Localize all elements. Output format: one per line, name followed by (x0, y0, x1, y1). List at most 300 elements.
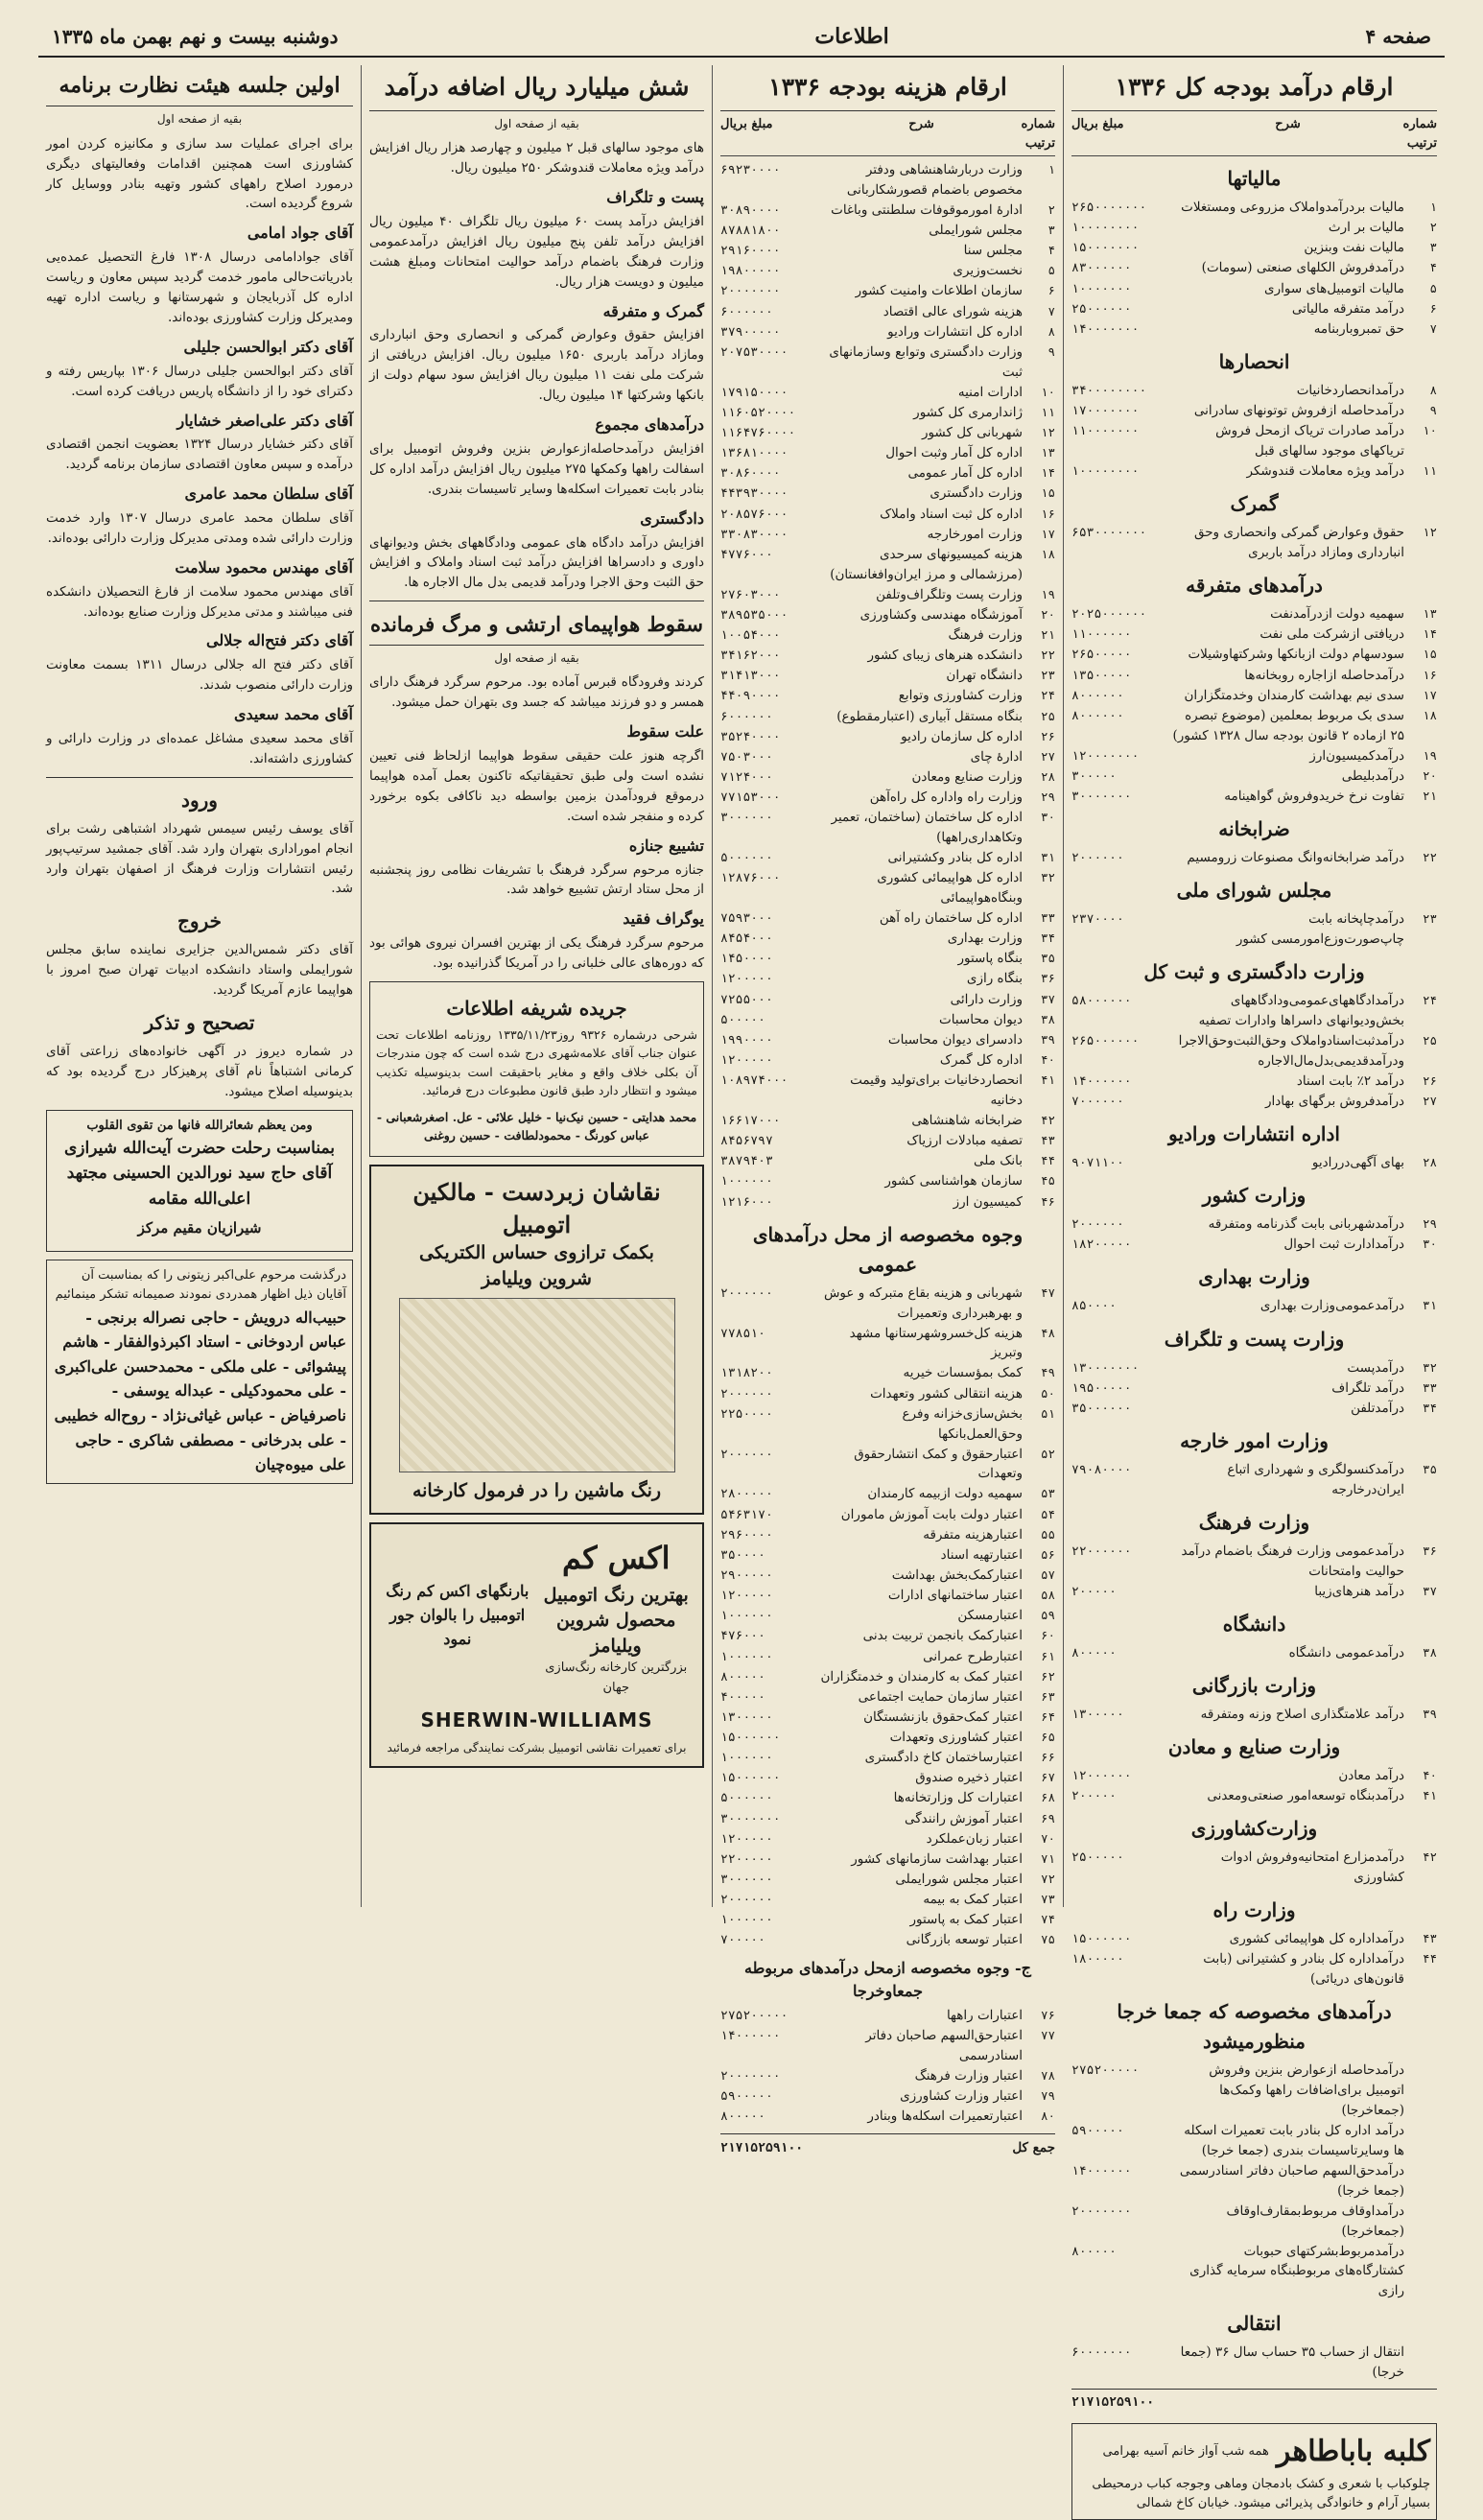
expense-special-row (720, 1324, 1055, 1364)
article-paragraph: افزایش درآمدحاصله‌ازعوارض بنزین وفروش اتومبیل برای اسفالت راهها وکمکها ۲۷۵ میلیون ریال افزایش درآمد اداره کل بنادر بابت تعمیرات اسکله‌ها وسایر تاسیسات بندری. (369, 440, 704, 497)
revenue-row-desc: درآمدادگاههای‌عمومی‌ودادگاههای بخش‌ودیوانهای داسراها وادارات تصفیه (1198, 993, 1404, 1028)
revenue-row (1071, 461, 1437, 482)
expense-revenue-special-row-number: ۷۶ (1040, 2008, 1055, 2023)
revenue-row (1071, 2343, 1437, 2383)
revenue-row-amount: ۱۴۰۰۰۰۰۰ (1071, 2163, 1132, 2179)
expense-special-row-number: ۵۸ (1040, 1588, 1055, 1603)
expense-special-row-amount: ۲۹۶۰۰۰۰ (720, 1527, 773, 1543)
expense-special-row-number: ۷۵ (1040, 1932, 1055, 1947)
revenue-group-title: وزارت امور خارجه (1180, 1429, 1329, 1453)
expense-special-row-amount: ۵۴۶۳۱۷۰ (720, 1507, 773, 1522)
expense-revenue-special-row-amount: ۵۹۰۰۰۰۰ (720, 2089, 773, 2105)
article-paragraph: افزایش حقوق وعوارض گمرکی و انحصاری وحق انبارداری ومازاد درآمد باربری ۱۶۵۰ میلیون ریال. افزایش دریافتی از شرکت ملی نفت ۱۱ میلیون ریال افزایش سود سهام دولت از بانکها وشرکتها ۱۴ میلیون ریال. (369, 327, 704, 404)
expense-row-amount: ۱۰۸۹۷۴۰۰۰ (720, 1073, 789, 1089)
expense-row-number: ۴۱ (1040, 1072, 1055, 1088)
revenue-row (1071, 746, 1437, 766)
revenue-row-desc: سدی نیم بهداشت کارمندان وخدمتگزاران (1184, 687, 1404, 703)
expense-row-desc: وزارت دربارشاهنشاهی ودفتر مخصوص باضمام قصورشکاربانی (846, 162, 1023, 198)
revenue-row-amount: ۱۴۰۰۰۰۰۰۰ (1071, 321, 1140, 337)
revenue-row (1071, 238, 1437, 258)
ad1-line2: شروین ویلیامز (482, 1268, 592, 1290)
expense-row (720, 545, 1055, 585)
revenue-row-desc: دریافتی ازشرکت ملی نفت (1259, 626, 1404, 643)
expense-row-amount: ۱۲۰۰۰۰۰ (720, 972, 773, 987)
article-paragraph: افزایش درآمد دادگاه های عمومی ودادگاههای بخش ودیوانهای داوری و دادسراها افزایش درآمد ثبت اسناد واملاک و افزایش حق الثبت وحق الاجرا ودرآمد قدیمی بدل مال الاجاره ها. (369, 534, 704, 591)
expense-row-amount: ۱۳۶۸۱۰۰۰۰ (720, 446, 789, 461)
revenue-row-amount: ۱۱۰۰۰۰۰۰۰ (1071, 424, 1140, 439)
revenue-row (1071, 604, 1437, 624)
expense-special-row-number: ۶۲ (1040, 1668, 1055, 1684)
expense-row-number: ۳۹ (1040, 1031, 1055, 1047)
revenue-group-title: گمرک (1230, 492, 1279, 516)
revenue-row-desc: مالیات اتومبیل‌های سواری (1264, 280, 1404, 296)
revenue-row (1071, 1643, 1437, 1663)
expense-row-amount: ۳۷۹۰۰۰۰۰ (720, 324, 781, 340)
expense-special-row (720, 1647, 1055, 1667)
expense-special-row-desc: اعتبارکمک بانجمن تربیت بدنی (862, 1628, 1023, 1644)
expense-special-row-amount: ۳۵۰۰۰۰ (720, 1547, 765, 1563)
notice-body: شرحی درشماره ۹۳۲۶ روز۱۳۳۵/۱۱/۲۳ روزنامه اطلاعات تحت عنوان جناب آقای علامه‌شهری درج شده است که چون مندرجات آن بکلی خلاف واقع و مغایر باحقیقت است بدینوسیله تکذیب میشود و انتظار دارد طبق قانون مطبوعات درج فرمائید. (376, 1027, 697, 1098)
expense-row-desc: هزینه کمیسیونهای سرحدی (مرزشمالی و مرز ایران‌وافغانستان) (830, 546, 1023, 582)
expense-row-desc: اداره کل گمرک (939, 1052, 1023, 1069)
expense-row-number: ۸ (1048, 323, 1055, 339)
expense-special-row-amount: ۱۰۰۰۰۰۰ (720, 1751, 773, 1766)
revenue-group-title: وزارت دادگستری و ثبت کل (1143, 960, 1365, 984)
revenue-group-title: درآمدهای متفرقه (1186, 574, 1323, 598)
expense-special-row (720, 1566, 1055, 1586)
revenue-row-number: ۳۹ (1422, 1707, 1437, 1721)
expense-special-row-amount: ۴۷۶۰۰۰ (720, 1629, 765, 1644)
revenue-row-amount: ۱۷۰۰۰۰۰۰۰ (1071, 404, 1140, 419)
revenue-row-amount: ۸۳۰۰۰۰۰۰ (1071, 261, 1132, 276)
revenue-row (1071, 299, 1437, 319)
revenue-row-amount: ۲۰۰۰۰۰ (1071, 1584, 1117, 1599)
expense-row-number: ۲۰ (1040, 606, 1055, 622)
revenue-row-amount: ۸۰۰۰۰۰۰ (1071, 688, 1124, 703)
expense-row-desc: ادارات امنیه (957, 384, 1023, 400)
expense-special-row-number: ۶۶ (1040, 1750, 1055, 1765)
expense-row (720, 342, 1055, 383)
revenue-row-desc: درآمدپست (1347, 1359, 1404, 1376)
expense-special-row (720, 1910, 1055, 1930)
revenue-row-desc: درآمدحاصله ازعوارض بنزین وفروش اتومبیل برای‌اضافات راهها وکمک‌ها (جمعاخرجا) (1209, 2062, 1404, 2119)
kebab-ad-text: چلوکباب با شعری و کشک بادمجان وماهی وجوجه کباب درمحیطی بسیار آرام و خانوادگی پذیرائی میشود. خیابان کاخ شمالی (1092, 2476, 1430, 2510)
revenue-row-desc: درآمداوقاف مربوط‌بمقارف‌اوقاف (جمعاخرجا) (1226, 2202, 1404, 2239)
expense-row-desc: کمیسیون ارز (953, 1193, 1023, 1210)
article-continuation: بقیه از صفحه اول (156, 112, 243, 127)
revenue-row-desc: درآمدمزارع امتحانیه‌وفروش ادوات کشاورزی (1220, 1849, 1404, 1886)
expense-row (720, 949, 1055, 969)
expense-row-amount: ۷۵۰۳۰۰۰ (720, 749, 773, 765)
news-column-revenue (361, 65, 712, 1907)
revenue-row-number: ۳۳ (1422, 1379, 1437, 1395)
revenue-row-desc: درآمدحق‌السهم صاحبان دفاتر اسنادرسمی (جمعا خرجا) (1179, 2162, 1404, 2199)
expense-row (720, 1111, 1055, 1131)
revenue-group-title: وزارت‌کشاورزی (1190, 1817, 1318, 1841)
revenue-row (1071, 1214, 1437, 1235)
expense-row-desc: دانشکده هنرهای زیبای کشور (867, 648, 1023, 664)
expense-row-desc: انحصاردخانیات‌ برای‌تولید وقیمت دخانیه (850, 1072, 1023, 1109)
exit-body: آقای دکتر شمس‌الدین جزایری نماینده سابق مجلس شورایملی واستاد دانشکده ادبیات تهران صبح امروز با هواپیما عازم آمریکا گردید. (46, 942, 353, 999)
revenue-row-number: ۲۸ (1422, 1155, 1437, 1170)
revenue-row-amount: ۱۲۰۰۰۰۰۰ (1071, 1769, 1132, 1784)
expense-row-desc: بنگاه رازی (966, 971, 1023, 987)
revenue-row (1071, 2061, 1437, 2121)
expense-row-number: ۳۱ (1040, 850, 1055, 865)
revenue-group-title: وزارت پست و تلگراف (1164, 1327, 1345, 1351)
expense-row-desc: ادارهٔ امورموقوفات سلطنتی وباغات (831, 201, 1023, 218)
revenue-row (1071, 909, 1437, 950)
revenue-row-number: ۱۵ (1422, 647, 1437, 662)
expense-row-amount: ۱۹۸۰۰۰۰۰ (720, 264, 781, 279)
expense-row (720, 525, 1055, 545)
expense-row-desc: اداره کل ساختمان (ساختمان‌، تعمیر وتکاهداری‌راهها) (831, 810, 1023, 846)
revenue-row-desc: درآمدچاپخانه بابت چاپ‌صورت‌وزع‌امورمسی کشور (1236, 911, 1404, 948)
ad1-title: نقاشان زبردست - مالکین اتومبیل (412, 1178, 661, 1238)
expense-row (720, 808, 1055, 848)
expense-row (720, 747, 1055, 767)
expense-row-number: ۳۵ (1040, 951, 1055, 966)
revenue-row (1071, 1582, 1437, 1602)
expense-special-row-desc: اعتبار زبان‌عملکرد (926, 1830, 1023, 1847)
revenue-list (1071, 164, 1437, 2383)
revenue-row-amount: ۱۸۲۰۰۰۰۰ (1071, 1237, 1132, 1253)
revenue-row-number: ۳۲ (1422, 1359, 1437, 1375)
expense-special-row-number: ۶۴ (1040, 1708, 1055, 1724)
revenue-row-number: ۳۵ (1422, 1462, 1437, 1477)
revenue-row (1071, 401, 1437, 421)
expense-special-row-desc: اعتبارکمک‌بخش بهداشت (891, 1566, 1023, 1583)
revenue-row-amount: ۳۰۰۰۰۰۰۰ (1071, 789, 1132, 804)
expense-row-number: ۳۴ (1040, 930, 1055, 946)
expense-row (720, 969, 1055, 989)
expense-row-desc: تصفیه مبادلات ارزیاک (906, 1133, 1023, 1149)
expense-special-row-number: ۵۴ (1040, 1506, 1055, 1521)
revenue-row-amount: ۱۸۰۰۰۰۰ (1071, 1952, 1124, 1967)
revenue-row-amount: ۱۰۰۰۰۰۰۰۰ (1071, 464, 1140, 480)
article-subhead: گمرک و متفرقه (602, 301, 704, 320)
expense-row-desc: اداره کل ثبت اسناد واملاک (880, 506, 1023, 522)
expense-special-row-amount: ۲۰۰۰۰۰۰ (720, 1893, 773, 1908)
expense-revenue-special-row-desc: اعتبار وزارت کشاورزی (900, 2088, 1023, 2105)
expense-special-row (720, 1870, 1055, 1890)
ad2-line: محصول شروین ویلیامز (556, 1610, 676, 1657)
expense-row (720, 767, 1055, 788)
expense-special-row-number: ۶۱ (1040, 1648, 1055, 1663)
revenue-row (1071, 686, 1437, 706)
expense-special-row-desc: اعتبارحقوق و کمک انتشارحقوق وتعهدات (854, 1446, 1023, 1482)
paper-name: اطلاعات (814, 24, 889, 49)
expense-special-row-desc: اعتبار سازمان حمایت اجتماعی (858, 1688, 1023, 1705)
expense-row-amount: ۵۰۰۰۰۰ (720, 1012, 765, 1027)
expense-row (720, 423, 1055, 443)
expense-row-desc: وزارت دارائی (950, 991, 1023, 1007)
expense-special-row-amount: ۱۲۰۰۰۰۰ (720, 1589, 773, 1604)
expense-special-row-amount: ۲۹۰۰۰۰۰ (720, 1567, 773, 1583)
expense-revenue-special-title: ج- وجوه مخصوصه ازمحل درآمدهای مربوطه جمعاوخرجا (743, 1958, 1031, 2001)
revenue-row-amount: ۳۰۰۰۰۰ (1071, 768, 1117, 784)
expense-revenue-special-row-desc: اعتبارحق‌السهم صاحبان دفاتر اسنادرسمی (865, 2028, 1023, 2064)
expense-row-desc: بنگاه پاستور (957, 951, 1023, 967)
expense-row-number: ۷ (1048, 303, 1055, 318)
revenue-row-desc: سودسهام دولت ازبانکها وشرکتهاوشیلات (1188, 647, 1404, 663)
revenue-row (1071, 1542, 1437, 1582)
expense-row (720, 707, 1055, 727)
article-subhead: درآمدهای مجموع (595, 415, 704, 435)
ad2-note: بزرگترین کارخانه رنگ‌سازی جهان (545, 1660, 688, 1695)
revenue-row (1071, 1358, 1437, 1378)
revenue-row (1071, 1929, 1437, 1949)
expense-row (720, 625, 1055, 646)
revenue-row-amount: ۱۵۰۰۰۰۰۰۰ (1071, 241, 1140, 256)
expense-row-number: ۲۳ (1040, 668, 1055, 683)
article-revenue-headline: شش میلیارد ریال اضافه درآمد (369, 69, 704, 111)
revenue-group-title: وزارت بهداری (1198, 1265, 1310, 1289)
expense-row-number: ۲۵ (1040, 708, 1055, 723)
expense-row-amount: ۲۷۶۰۳۰۰۰ (720, 587, 781, 602)
expense-row (720, 483, 1055, 504)
revenue-row-amount: ۲۰۲۵۰۰۰۰۰۰ (1071, 607, 1147, 623)
expense-row-desc: وزارت بهداری (947, 930, 1023, 947)
expense-special-row-number: ۶۷ (1040, 1770, 1055, 1785)
revenue-row (1071, 1949, 1437, 1990)
expense-row-amount: ۸۴۵۶۷۹۷ (720, 1134, 773, 1149)
expense-special-row-amount: ۱۰۰۰۰۰۰ (720, 1609, 773, 1624)
expense-special-row-number: ۵۷ (1040, 1566, 1055, 1582)
expense-row-number: ۳۰ (1040, 810, 1055, 825)
revenue-group-title: وزارت صنایع و معادن (1167, 1735, 1341, 1759)
expense-row-desc: وزارت پست وتلگراف‌وتلفن (876, 586, 1023, 602)
expense-row (720, 908, 1055, 929)
revenue-row-desc: درآمدحاصله ازفروش توتونهای سادرانی (1193, 403, 1404, 419)
expense-row-desc: بنگاه مستقل آبیاری (اعتبارمقطوع) (836, 708, 1023, 724)
revenue-row-amount: ۸۰۰۰۰۰ (1071, 2244, 1117, 2259)
revenue-group-title: وزارت راه (1212, 1898, 1296, 1922)
revenue-row-amount: ۲۶۵۰۰۰۰۰۰۰ (1071, 200, 1147, 216)
expense-row-desc: اداره کل هواپیمائی کشوری وبنگاه‌هواپیمائی (877, 870, 1023, 907)
revenue-row-desc: انتقال از حساب ۳۵ حساب سال ۳۶ (جمعا خرجا) (1180, 2344, 1404, 2381)
ad2-sub: بهترین رنگ اتومبیل (543, 1584, 689, 1606)
expense-row-desc: نخست‌وزیری (953, 263, 1023, 279)
article-paragraph: آقای دکتر خشایار درسال ۱۳۲۴ بعضویت انجمن اقتصادی درآمده و سپس معاون اقتصادی سازمان برنامه گردید. (46, 436, 353, 473)
revenue-row (1071, 706, 1437, 746)
expense-row-desc: ضرابخانه شاهنشاهی (911, 1113, 1023, 1129)
expense-special-row-amount: ۲۰۰۰۰۰۰ (720, 1386, 773, 1401)
expense-row-desc: مجلس شورایملی (929, 223, 1023, 239)
expense-special-row-number: ۶۵ (1040, 1730, 1055, 1745)
revenue-row-desc: درآمد معادن (1338, 1768, 1404, 1784)
expense-row-number: ۵ (1048, 263, 1055, 278)
expense-special-row (720, 1930, 1055, 1950)
revenue-row-amount: ۱۱۰۰۰۰۰۰ (1071, 627, 1132, 643)
revenue-group-title: مالیاتها (1227, 167, 1282, 191)
expense-row-amount: ۸۴۵۴۰۰۰ (720, 931, 773, 947)
revenue-row-number: ۱۲ (1422, 525, 1437, 540)
mourning-notice (46, 1110, 353, 1252)
expense-row-amount: ۲۰۰۰۰۰۰۰ (720, 284, 781, 299)
revenue-row-desc: درآمد ۲٪ بابت اسناد (1296, 1072, 1404, 1089)
expense-row-number: ۲۱ (1040, 626, 1055, 642)
expense-row-amount: ۷۲۵۵۰۰۰ (720, 992, 773, 1007)
expense-row (720, 281, 1055, 301)
expense-row-amount: ۲۰۸۵۷۶۰۰۰ (720, 506, 789, 522)
revenue-row-number: ۲۷ (1422, 1093, 1437, 1108)
expense-total-row (720, 2133, 1055, 2158)
expense-row-number: ۱۳ (1040, 445, 1055, 460)
revenue-row-desc: درآمدحاصله ازاجاره روبخانه‌ها (1244, 667, 1404, 683)
revenue-row-amount: ۳۵۰۰۰۰۰۰ (1071, 1401, 1132, 1416)
expense-row-amount: ۶۰۰۰۰۰۰ (720, 709, 773, 724)
expense-row-desc: وزارت دادگستری (930, 485, 1023, 502)
expense-row-number: ۱۵ (1040, 485, 1055, 501)
revenue-row-number: ۱ (1429, 200, 1437, 215)
expense-row-number: ۲۸ (1040, 768, 1055, 784)
expense-row (720, 929, 1055, 949)
expense-special-row (720, 1687, 1055, 1707)
revenue-row-desc: درآمد هنرهای‌زیبا (1314, 1583, 1404, 1599)
revenue-row-desc: درآمداداره کل بنادر و کشتیرانی (بابت قانون‌های دریائی) (1203, 1951, 1404, 1988)
expense-row-number: ۴۴ (1040, 1153, 1055, 1168)
revenue-table-header (1071, 115, 1437, 156)
expense-special-row (720, 1404, 1055, 1445)
revenue-head-amount: مبلغ بریال (1071, 116, 1124, 131)
expense-special-row-amount: ۲۲۵۰۰۰۰ (720, 1406, 773, 1422)
expense-special-row-desc: سهمیه دولت ازبیمه کارمندان (867, 1486, 1023, 1502)
revenue-row-amount: ۵۹۰۰۰۰۰ (1071, 2124, 1124, 2139)
revenue-row-number: ۱۰ (1422, 423, 1437, 438)
revenue-row (1071, 2161, 1437, 2202)
revenue-row-number: ۴۳ (1422, 1931, 1437, 1946)
expense-special-row-desc: اعتبارات کل وزارتخانه‌ها (893, 1790, 1023, 1806)
expense-row (720, 727, 1055, 747)
revenue-row-desc: درآمدفروش الکلهای صنعتی (سومات) (1201, 260, 1404, 276)
revenue-row-desc: درآمدعمومی دانشگاه (1288, 1644, 1404, 1660)
expense-row-desc: هزینه شورای عالی اقتصاد (883, 303, 1023, 319)
expense-special-row-desc: اعتبار کمک‌حقوق بازنشستگان (863, 1708, 1023, 1725)
expense-row (720, 505, 1055, 525)
revenue-row-number: ۴۰ (1422, 1768, 1437, 1783)
expense-row (720, 1030, 1055, 1050)
revenue-row-desc: مالیات بردرآمدواملاک مزروعی ومستغلات (1181, 200, 1404, 216)
entry-body: آقای یوسف رئیس سیمس شهرداد اشتباهی رشت برای انجام اموراداری بتهران وارد شد. آقای جمشید سرتیپ‌پور رئیس انتشارات وزارت فرهنگ از اصفهان بتهران وارد شد. (46, 820, 353, 897)
notice-signatures: محمد هدایتی - حسین نیک‌نیا - خلیل علائی - عل. اصغرشعبانی - عباس کورنگ - محمودلطافت - حسین روغنی (376, 1109, 697, 1142)
expense-row-desc: ادارهٔ چای (970, 748, 1023, 765)
revenue-row (1071, 1092, 1437, 1112)
expense-special-row-desc: کمک بمؤسسات خیریه (903, 1365, 1023, 1381)
expense-row (720, 322, 1055, 342)
expense-row-amount: ۴۴۰۹۰۰۰۰ (720, 689, 781, 704)
revenue-row-desc: حق تمبروباربنامه (1313, 320, 1404, 337)
expense-special-row-desc: اعتبار آموزش رانندگی (905, 1810, 1023, 1826)
revenue-head-num: شماره ترتیب (1402, 116, 1437, 151)
revenue-row (1071, 2242, 1437, 2302)
revenue-row-number: ۲۳ (1422, 911, 1437, 927)
exit-title: خروج (177, 909, 222, 933)
revenue-row (1071, 1399, 1437, 1419)
expense-row-desc: اداره کل بنادر وکشتیرانی (887, 850, 1023, 866)
article-subhead: آقای جواد امامی (247, 224, 353, 243)
article-subhead: آقای دکتر علی‌اصغر خشایار (177, 411, 353, 430)
expense-row-amount: ۳۰۸۹۰۰۰۰ (720, 202, 781, 218)
revenue-row (1071, 787, 1437, 807)
expense-row (720, 1171, 1055, 1191)
expense-special-row-number: ۵۱ (1040, 1405, 1055, 1421)
expense-revenue-special-row-amount: ۱۴۰۰۰۰۰۰ (720, 2029, 781, 2044)
expense-row-number: ۳۸ (1040, 1011, 1055, 1026)
expense-special-row (720, 1748, 1055, 1768)
expense-row-number: ۳۲ (1040, 870, 1055, 885)
expense-row-number: ۳ (1048, 223, 1055, 238)
revenue-title: ارقام درآمد بودجه کل ۱۳۳۶ (1071, 69, 1437, 111)
expense-special-row-amount: ۴۰۰۰۰۰ (720, 1689, 765, 1705)
revenue-row-desc: درآمد تلگراف (1331, 1379, 1404, 1396)
expense-row-desc: اداره کل سازمان رادیو (901, 728, 1023, 744)
revenue-row-number: ۲۶ (1422, 1072, 1437, 1088)
expense-row-number: ۴۳ (1040, 1133, 1055, 1148)
expense-special-row-amount: ۲۰۰۰۰۰۰ (720, 1285, 773, 1301)
expense-row-amount: ۷۱۲۴۰۰۰ (720, 769, 773, 785)
expense-row-amount: ۱۲۰۰۰۰۰ (720, 1053, 773, 1069)
expense-special-row-desc: اعتبارساختمان کاخ‌ دادگستری (864, 1750, 1023, 1766)
expense-row-amount: ۳۸۹۵۳۵۰۰۰ (720, 607, 789, 623)
expense-revenue-special-row (720, 2086, 1055, 2107)
revenue-group-title: دانشگاه (1222, 1612, 1286, 1636)
revenue-row-amount: ۲۵۰۰۰۰۰ (1071, 1850, 1124, 1866)
expense-row-number: ۳۷ (1040, 991, 1055, 1006)
article-subhead: یوگراف فقید (623, 909, 704, 929)
revenue-row-desc: درآمد متفرقه مالیاتی (1291, 300, 1404, 317)
issue-date: دوشنبه بیست و نهم بهمن ماه ۱۳۳۵ (52, 25, 339, 48)
expense-row-desc: اداره کل آمار وثبت احوال (885, 445, 1023, 461)
revenue-row-number: ۲۲ (1422, 850, 1437, 865)
expense-special-row-number: ۷۰ (1040, 1830, 1055, 1846)
expense-row-desc: دانشگاه تهران (946, 668, 1023, 684)
expense-row-amount: ۱۹۹۰۰۰۰ (720, 1032, 773, 1048)
revenue-row-number: ۱۹ (1422, 747, 1437, 763)
article-paragraph: آقای جوادامامی درسال ۱۳۰۸ فارغ التحصیل عمده‌یی بادریاتت‌حالی مامور خدمت گردید سپس معاون و ریاست اداره کل آذربایجان و شهرستانها و ریاست اداره تهیه ومدیرکل وزارت کشاورزی بوده‌اند. (46, 249, 353, 325)
expense-revenue-special-list (720, 2006, 1055, 2127)
revenue-row-number: ۶ (1429, 300, 1437, 316)
ad2-title: اکس کم (561, 1540, 671, 1577)
expense-special-row-number: ۷۲ (1040, 1872, 1055, 1887)
revenue-row-amount: ۲۰۰۰۰۰۰ (1071, 851, 1124, 866)
ad1-line3: رنگ ماشین را در فرمول کارخانه (412, 1479, 662, 1501)
article-subhead: آقای سلطان محمد عامری (184, 484, 353, 504)
kebab-ad-sub: همه شب آواز خانم آسیه بهرامی (1102, 2444, 1269, 2460)
thanks-names: حبیب‌اله درویش - حاجی نصراله برنجی - عباس اردوخانی - استاد اکبرذوالفقار - هاشم پیشوائی - علی ملکی - محمدحسن علی‌اکبری - علی محمودکیلی - عبداله یوسفی - ناصرفیاض - عباس غیاثی‌نژاد - روح‌اله خطیبی - علی بدرخانی - مصطفی شاکری - حاجی علی میوه‌چیان (54, 1307, 346, 1474)
expense-row-number: ۹ (1048, 343, 1055, 359)
expense-head-num: شماره ترتیب (1021, 116, 1055, 151)
expense-row-number: ۲۲ (1040, 648, 1055, 663)
expense-row-number: ۴ (1048, 243, 1055, 258)
article-paragraph: مرحوم سرگرد فرهنگ یکی از بهترین افسران نیروی هوائی بود که دوره‌های عالی خلبانی را در آمریکا گذرانیده بود. (369, 935, 704, 972)
sherwin-williams-ad-2 (369, 1522, 704, 1768)
expense-special-row-amount: ۱۰۰۰۰۰۰ (720, 1913, 773, 1928)
expense-row (720, 241, 1055, 261)
article-continuation: بقیه از صفحه اول (494, 116, 579, 130)
expense-title: ارقام هزینه بودجه ۱۳۳۶ (720, 69, 1055, 111)
article-paragraph: برای اجرای عملیات سد سازی و مکانیزه کردن امور کشاورزی است همچنین اقدامات وفعالیتهای دیگری درمورد اصلاح راههای کشور وتهیه بنادر ووسایل کار شروع گردیده است. (46, 135, 353, 212)
expense-row (720, 200, 1055, 221)
revenue-row (1071, 766, 1437, 787)
revenue-row (1071, 848, 1437, 868)
revenue-row (1071, 1072, 1437, 1092)
expense-total-label: جمع کل (1012, 2139, 1055, 2155)
expense-revenue-special-row-number: ۷۷ (1040, 2028, 1055, 2043)
expense-row-number: ۱ (1048, 162, 1055, 177)
revenue-row-number: ۳۰ (1422, 1236, 1437, 1252)
expense-special-row (720, 1505, 1055, 1525)
